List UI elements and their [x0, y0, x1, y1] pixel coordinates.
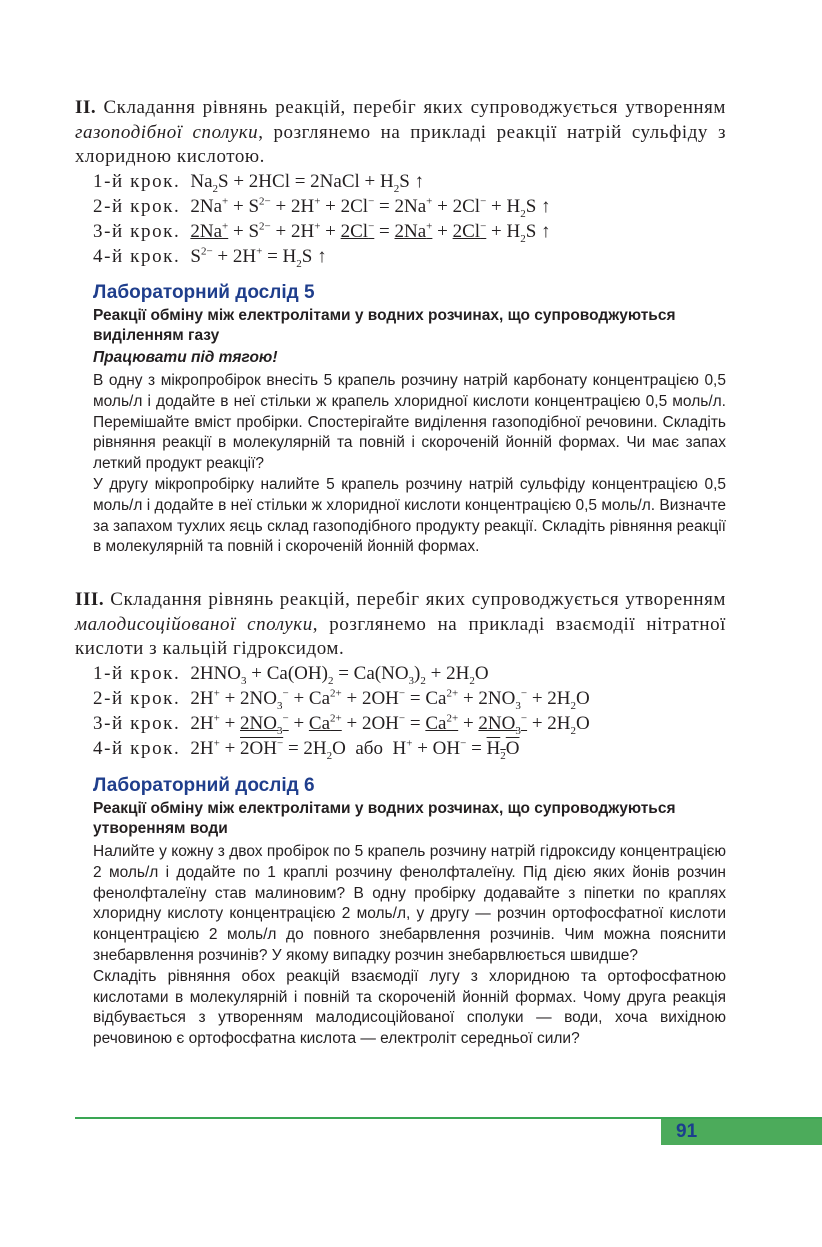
lab5-subtitle: Реакції обміну між електролітами у водних розчинах, що супроводжуються виділенням газу: [93, 307, 676, 344]
section-iii-intro: III. Складання рівнянь реакцій, перебіг яких супроводжується утворенням малодисоційованої сполуки, розглянемо на прикладі взаємодії нітратної кислоти з кальцій гідроксидом.: [75, 589, 726, 659]
section-numeral: II.: [75, 97, 97, 118]
equation-step-4: 4-й крок. $S^{2-} + 2H^+ = H_2S$ ↑: [93, 245, 327, 270]
lab6-paragraph-1: Налийте у кожну з двох пробірок по 5 крапель розчину натрій гідроксиду концентрацією 2 моль/л і додайте по 1 краплі розчину фенолфталеїну. Під дією яких йонів розчин фенолфталеїну став малиновим? В одну пробірку додавайте з піпетки по краплях хлоридну кислоту концентрацією 2 моль/л, у другу — розчин ортофосфатної кислоти концентрацією 2 моль/л до повного знебарвлення розчинів. Чим можна пояснити знебарвлення розчинів? У якому випадку розчин знебарвлюється швидше?: [93, 843, 726, 964]
equation-step-3: 3-й крок. $2Na^+ + S^{2-} + 2H^+ + 2Cl^- = 2Na^+ + 2Cl^- + H_2S$ ↑: [93, 220, 551, 245]
equation-step-2: 2-й крок. $2H^+ + 2NO_3^- + Ca^{2+} + 2OH^- = Ca^{2+} + 2NO_3^- + 2H_2O$: [93, 687, 590, 712]
emphasis-text: газоподібної сполуки: [75, 121, 259, 143]
lab6-paragraph-2: Складіть рівняння обох реакцій взаємодії лугу з хлоридною та ортофосфатною кислотами в молекулярній і повній та скороченій йонній формах. Чому друга реакція відбувається з утворенням малодисоційованої сполуки — води, хоча вихідною речовиною є ортофосфатна кислота — електроліт середньої сили?: [93, 967, 726, 1048]
equation-step-1: 1-й крок. $Na_2S + 2HCl$ = 2NaCl + $H_2S$ ↑: [93, 171, 425, 195]
equation-step-1: 1-й крок. $2HNO_3 + Ca(OH)_2 = Ca(NO_3)_2 + 2H_2O$: [93, 663, 489, 687]
or-word: або: [355, 738, 383, 759]
equation-step-2: 2-й крок. $2Na^+ + S^{2-} + 2H^+ + 2Cl^- = 2Na^+ + 2Cl^- + H_2S$ ↑: [93, 195, 551, 220]
lab5-title: Лабораторний дослід 5: [93, 282, 315, 303]
equation-step-4: 4-й крок. $2H^+ + 2OH^- = 2H_2O$ або $H^+ + OH^- = H_2O$: [93, 737, 520, 762]
lab6-subtitle: Реакції обміну між електролітами у водних розчинах, що супроводжуються утворенням води: [93, 800, 676, 837]
lab5-paragraph-1: В одну з мікропробірок внесіть 5 крапель розчину натрій карбонату концентрацією 0,5 моль/л і додайте в неї стільки ж крапель хлоридної кислоти концентрацією 0,5 моль/л. Перемішайте вміст пробірки. Спостерігайте виділення газоподібної речовини. Складіть рівняння реакції в молекулярній та повній і скороченій йонній формах. Чи має запах леткий продукт реакції?: [93, 372, 726, 473]
equation-step-3: 3-й крок. $2H^+ + 2NO_3^- + Ca^{2+} + 2OH^- = Ca^{2+} + 2NO_3^- + 2H_2O$: [93, 712, 590, 737]
section-numeral: III.: [75, 589, 105, 610]
lab5-warning: Працювати під тягою!: [93, 349, 278, 366]
lab6-body: [93, 842, 726, 1050]
emphasis-text: малодисоційованої сполуки: [75, 613, 313, 635]
lab5-paragraph-2: У другу мікропробірку налийте 5 крапель розчину натрій сульфіду концентрацією 0,5 моль/л і додайте в неї стільки ж хлоридної кислоти концентрацією 0,5 моль/л. Визначте за запахом тухлих яєць склад газоподібного продукту реакції. Складіть рівняння реакції в молекулярній та повній і скороченій йонній формах.: [93, 475, 726, 556]
lab6-title: Лабораторний дослід 6: [93, 775, 315, 796]
lab5-body: [93, 371, 726, 558]
page-number: 91: [676, 1121, 698, 1142]
section-ii-intro: II. Складання рівнянь реакцій, перебіг яких супроводжується утворенням газоподібної сполуки, розглянемо на прикладі реакції натрій сульфіду з хлоридною кислотою.: [75, 97, 727, 167]
